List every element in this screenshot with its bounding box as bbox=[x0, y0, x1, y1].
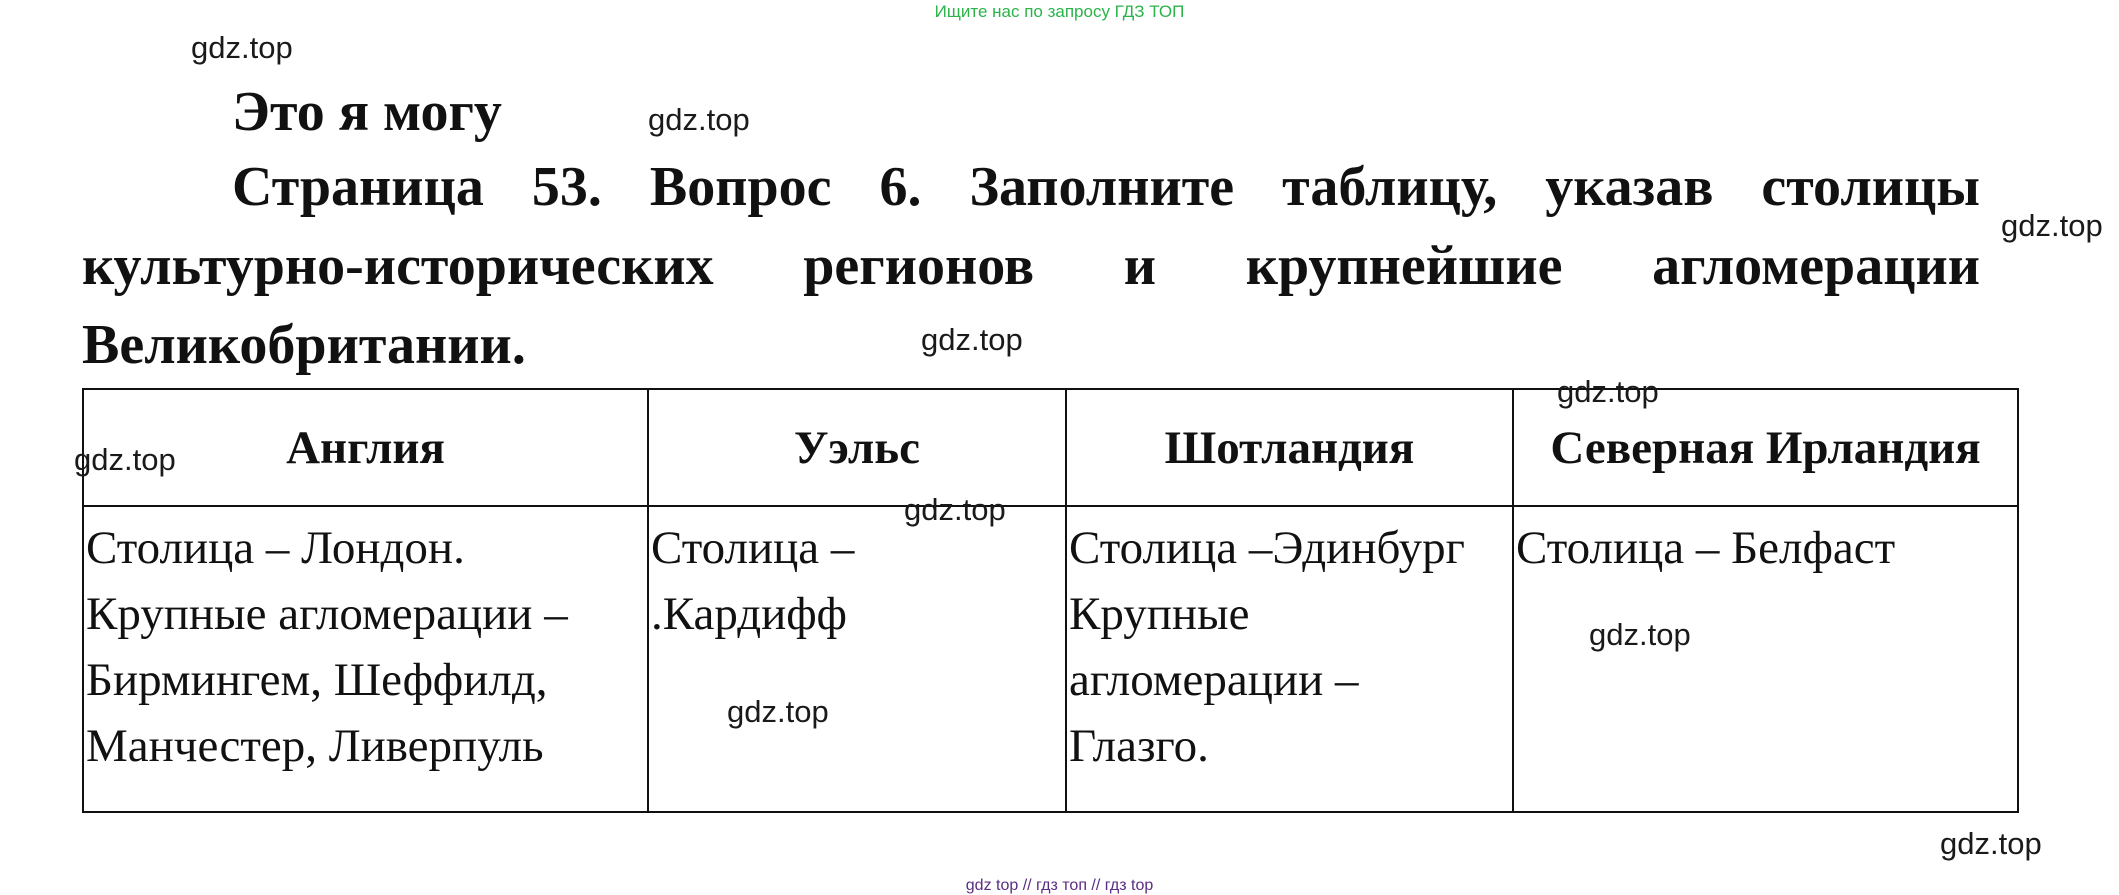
regions-table bbox=[82, 388, 2019, 813]
header-northern-ireland: Северная Ирландия bbox=[1513, 389, 2018, 506]
cell-wales: Столица – .Кардифф bbox=[648, 506, 1066, 812]
task-text: Страница 53. Вопрос 6. Заполните таблицу, указав столицы культурно-исторических регионов и крупнейшие агломерации Великобритании. bbox=[82, 156, 1980, 376]
watermark: gdz.top bbox=[1557, 374, 1659, 409]
watermark: gdz.top bbox=[191, 30, 293, 65]
watermark: gdz.top bbox=[2001, 208, 2103, 243]
watermark: gdz.top bbox=[1940, 826, 2042, 861]
header-england: Англия bbox=[83, 389, 648, 506]
watermark: gdz.top bbox=[921, 322, 1023, 357]
cell-england: Столица – Лондон. Крупные агломерации – Бирмингем, Шеффилд, Манчестер, Ливерпуль bbox=[83, 506, 648, 812]
cell-northern-ireland: Столица – Белфаст bbox=[1513, 506, 2018, 812]
watermark: gdz.top bbox=[74, 442, 176, 477]
watermark: gdz.top bbox=[904, 492, 1006, 527]
watermark: gdz.top bbox=[727, 694, 829, 729]
table-header-row bbox=[83, 389, 2018, 506]
watermark: gdz.top bbox=[648, 102, 750, 137]
top-banner[interactable]: Ищите нас по запросу ГДЗ ТОП bbox=[934, 2, 1185, 21]
cell-scotland: Столица –Эдинбург Крупные агломерации – Глазго. bbox=[1066, 506, 1513, 812]
header-scotland: Шотландия bbox=[1066, 389, 1513, 506]
header-wales: Уэльс bbox=[648, 389, 1066, 506]
table-row bbox=[83, 506, 2018, 812]
watermark: gdz.top bbox=[1589, 617, 1691, 652]
footer-links[interactable]: gdz top // гдз топ // гдз top bbox=[965, 877, 1154, 894]
section-heading: Это я могу bbox=[232, 81, 502, 143]
